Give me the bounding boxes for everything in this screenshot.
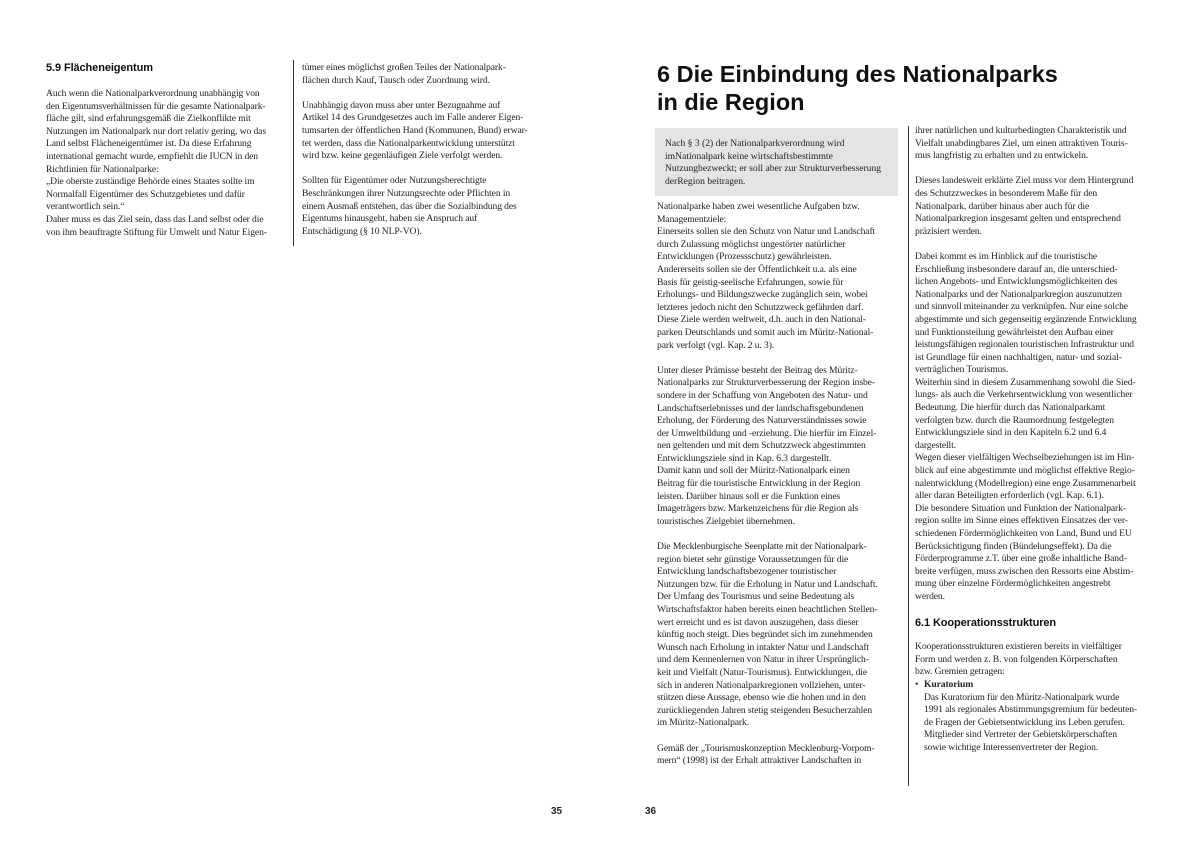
text-line: künftig noch steigt. Dies begründet sich im zunehmenden bbox=[657, 629, 873, 641]
paragraph bbox=[657, 541, 905, 730]
text-line: Diese Ziele werden weltweit, d.h. auch in den National- bbox=[657, 314, 866, 326]
text-line: Eigentums hinausgeht, haben sie Anspruch auf bbox=[302, 213, 478, 225]
text-line: flächen durch Kauf, Tausch oder Zuordnung wird. bbox=[302, 74, 490, 86]
text-line: Region beitragen. bbox=[677, 175, 746, 187]
text-line: Entwicklungsziele sind in Kap. 6.3 dargestellt. bbox=[657, 452, 832, 464]
text-line: region bietet sehr günstige Voraussetzungen für die bbox=[657, 553, 849, 565]
page-number-left: 35 bbox=[551, 806, 563, 817]
text-line: Basis für geistig-seelische Erfahrungen, sowie für bbox=[657, 276, 844, 288]
text-line: 1991 als regionales Abstimmungsgremium für bedeuten- bbox=[924, 704, 1138, 716]
column-divider bbox=[908, 126, 909, 786]
section-heading: 5.9 Flächeneigentum bbox=[46, 62, 153, 74]
text-line: de Fragen der Gebietsentwicklung ins Leben gerufen. bbox=[924, 716, 1125, 728]
text-line: Gemäß der „Tourismuskonzeption Mecklenburg-Vorpom- bbox=[657, 742, 875, 754]
text-line: Die Mecklenburgische Seenplatte mit der Nationalpark- bbox=[657, 541, 867, 553]
paragraph bbox=[302, 62, 550, 87]
text-line: Dabei kommt es im Hinblick auf die touristische bbox=[915, 250, 1098, 262]
text-line: lichen Angebots- und Entwicklungsmöglichkeiten des bbox=[915, 276, 1118, 288]
text-line: verantwortlich sein.“ bbox=[46, 201, 125, 213]
text-line: bezweckt; er soll aber zur Strukturverbesserung der bbox=[665, 163, 882, 187]
text-line: Damit kann und soll der Müritz-Nationalpark einen bbox=[657, 465, 850, 477]
text-line: schiedenen Fördermöglichkeiten von Land, Bund und EU bbox=[915, 528, 1132, 539]
text-line: Berücksichtigung finden (Bündelungseffekt). Da die bbox=[915, 540, 1112, 552]
text-line: der Umweltbildung und -erziehung. Die hierfür im Einzel- bbox=[657, 427, 877, 439]
text-line: Bedeutung. Die hierfür durch das Nationalparkamt bbox=[915, 402, 1106, 414]
text-line: Nationalparks und der Nationalparkregion auszunutzen bbox=[915, 288, 1122, 300]
text-line: und sinnvoll miteinander zu verknüpfen. Nur eine solche bbox=[915, 301, 1128, 313]
text-line: Wunsch nach Erholung in intakter Natur und Landschaft bbox=[657, 641, 869, 653]
chapter-title-line: 6 Die Einbindung des Nationalparks bbox=[657, 61, 1058, 87]
text-line: touristisches Zielgebiet übernehmen. bbox=[657, 515, 795, 527]
text-line: Daher muss es das Ziel sein, dass das Land selbst oder die bbox=[46, 213, 264, 225]
text-line: Die besondere Situation und Funktion der Nationalpark- bbox=[915, 502, 1126, 514]
text-line: Richtlinien für Nationalparke: bbox=[46, 163, 159, 175]
paragraph bbox=[657, 201, 905, 352]
text-line: Nationalparks zur Strukturverbesserung der Region insbe- bbox=[657, 377, 875, 389]
text-line: Nationalparkregion insgesamt gelten und entsprechend bbox=[915, 213, 1121, 225]
text-line: letzteres jedoch nicht den Schutzzweck gefährden darf. bbox=[657, 301, 864, 313]
text-line: nen geltenden und mit dem Schutzzweck abgestimmten bbox=[657, 440, 866, 452]
left-page-column-2 bbox=[302, 62, 550, 251]
text-line: verträglichen Tourismus. bbox=[915, 364, 1009, 376]
text-line: Wegen dieser vielfältigen Wechselbeziehungen ist im Hin- bbox=[915, 452, 1135, 464]
text-line: Beitrag für die touristische Entwicklung in der Region bbox=[657, 478, 861, 490]
text-line: leisten. Darüber hinaus soll er die Funktion eines bbox=[657, 490, 841, 502]
text-line: Unter dieser Prämisse besteht der Beitrag des Müritz- bbox=[657, 364, 858, 376]
text-line: Andererseits sollen sie der Öffentlichkeit u.a. als eine bbox=[657, 263, 857, 275]
text-line: Nutzungen im Nationalpark nur dort relativ gering, wo das bbox=[46, 125, 266, 137]
text-line: Der Umfang des Tourismus und seine Bedeutung als bbox=[657, 591, 855, 603]
text-line: nalentwicklung (Modellregion) eine enge Zusammenarbeit bbox=[915, 477, 1136, 489]
paragraph bbox=[915, 175, 1160, 238]
text-line: aller daran Beteiligten erforderlich (vgl. Kap. 6.1). bbox=[915, 490, 1104, 502]
text-line: dargestellt. bbox=[915, 439, 956, 451]
text-line: bzw. Gremien getragen: bbox=[915, 666, 1005, 678]
text-line: abgestimmte und sich gegenseitig ergänzende Entwicklung bbox=[915, 313, 1137, 325]
text-line: Auch wenn die Nationalparkverordnung unabhängig von bbox=[46, 88, 260, 99]
text-line: Artikel 14 des Grundgesetzes auch im Falle anderer Eigen- bbox=[302, 112, 524, 124]
text-line: „Die oberste zuständige Behörde eines Staates sollte im bbox=[46, 176, 255, 188]
text-line: Mitglieder sind Vertreter der Gebietskörperschaften bbox=[924, 729, 1117, 741]
text-line: parken Deutschlands und somit auch im Müritz-National- bbox=[657, 326, 874, 338]
paragraph bbox=[657, 743, 905, 768]
text-line: Imageträgers bzw. Markenzeichens für die Region als bbox=[657, 503, 859, 515]
text-line: Nationalpark keine wirtschaftsbestimmte Nutzung bbox=[665, 150, 833, 175]
text-line: Beschränkungen ihrer Nutzungsrechte oder Pflichten in bbox=[302, 187, 511, 199]
bullet-label: Kuratorium bbox=[924, 678, 974, 690]
text-line: Landschaftserlebnisses und der landschaftsgebundenen bbox=[657, 402, 864, 414]
chapter-title-line: in die Region bbox=[657, 89, 805, 115]
text-line: präzisiert werden. bbox=[915, 225, 982, 237]
text-line: sondere in der Schaffung von Angeboten des Natur- und bbox=[657, 389, 868, 401]
text-line: werden. bbox=[915, 590, 945, 602]
paragraph bbox=[657, 365, 905, 529]
paragraph bbox=[915, 125, 1160, 163]
text-line: mern“ (1998) ist der Erhalt attraktiver Landschaften in bbox=[657, 755, 862, 767]
text-line: sich in anderen Nationalparkregionen vollziehen, unter- bbox=[657, 679, 866, 691]
text-line: und dem Kennenlernen von Natur in ihrer Ursprünglich- bbox=[657, 654, 869, 666]
section-heading: 6.1 Kooperationsstrukturen bbox=[915, 617, 1057, 630]
text-line: Erholung, der Förderung des Naturverständnisses sowie bbox=[657, 415, 867, 427]
text-line: Erholungs- und Bildungszwecke zugänglich sein, wobei bbox=[657, 289, 868, 301]
paragraph bbox=[302, 100, 550, 163]
text-line: leistungsfähigen regionalen touristischen Infrastruktur und bbox=[915, 339, 1134, 351]
text-line: Weiterhin sind in diesem Zusammenhang sowohl die Sied- bbox=[915, 376, 1136, 388]
text-line: Entwicklungen (Prozessschutz) gewährleisten. bbox=[657, 251, 832, 263]
text-line: ist Grundlage für einen nachhaltigen, natur- und sozial- bbox=[915, 351, 1122, 363]
text-line: von ihm beauftragte Stiftung für Umwelt und Natur Eigen- bbox=[46, 226, 267, 238]
text-line: lungs- als auch die Verkehrsentwicklung von wesentlicher bbox=[915, 389, 1133, 401]
text-line: international gemacht wurde, empfiehlt die IUCN in den bbox=[46, 150, 258, 162]
page-number-right: 36 bbox=[645, 806, 657, 817]
text-line: blick auf eine abgestimmte und möglichst effektive Regio- bbox=[915, 465, 1135, 477]
text-line: einem Ausmaß entstehen, das über die Sozialbindung des bbox=[302, 200, 517, 212]
text-line: Wirtschaftsfaktor haben bereits einen beachtlichen Stellen- bbox=[657, 604, 878, 615]
text-line: Nutzungen bzw. für die Erholung in Natur und Landschaft. bbox=[657, 578, 878, 590]
text-line: Entwicklungsziele sind in den Kapiteln 6.2 und 6.4 bbox=[915, 427, 1107, 439]
text-line: durch Zulassung möglichst ungestörter natürlicher bbox=[657, 238, 846, 250]
text-line: park verfolgt (vgl. Kap. 2 u. 3). bbox=[657, 339, 775, 351]
paragraph bbox=[915, 641, 1160, 679]
text-line: Unabhängig davon muss aber unter Bezugnahme auf bbox=[302, 99, 501, 111]
right-page-column-1 bbox=[657, 201, 905, 780]
paragraph bbox=[915, 251, 1160, 604]
text-line: mung über einzelne Fördermöglichkeiten angestrebt bbox=[915, 578, 1111, 590]
text-line: Normalfall Eigentümer des Schutzgebietes und dafür bbox=[46, 188, 245, 200]
paragraph bbox=[302, 175, 550, 238]
text-line: wird bzw. keine gegenläufigen Ziele verfolgt werden. bbox=[302, 150, 503, 162]
text-line: Förderprogramme z.T. über eine große inhaltliche Band- bbox=[915, 553, 1127, 565]
text-line: tumsarten der öffentlichen Hand (Kommunen, Bund) erwar- bbox=[302, 124, 528, 136]
text-line: des Schutzzweckes in besonderem Maße für den bbox=[915, 187, 1098, 199]
bullet-item-kuratorium bbox=[915, 679, 1160, 755]
text-line: den Eigentumsverhältnissen für die gesamte Nationalpark- bbox=[46, 100, 266, 112]
text-line: Land selbst Flächeneigentümer ist. Da diese Erfahrung bbox=[46, 138, 252, 150]
text-line: Sollten für Eigentümer oder Nutzungsberechtigte bbox=[302, 175, 487, 187]
text-line: tümer eines möglichst großen Teiles der Nationalpark- bbox=[302, 62, 506, 73]
chapter-title bbox=[657, 60, 1058, 116]
text-line: Kooperationsstrukturen existieren bereits in vielfältiger bbox=[915, 641, 1122, 653]
left-page-column-1 bbox=[46, 61, 294, 252]
text-line: ihrer natürlichen und kulturbedingten Charakteristik und bbox=[915, 125, 1127, 136]
right-page-column-2 bbox=[915, 125, 1160, 755]
text-line: Managementziele: bbox=[657, 213, 727, 225]
text-line: Einerseits sollen sie den Schutz von Natur und Landschaft bbox=[657, 226, 876, 238]
highlight-box bbox=[655, 128, 898, 196]
text-line: Nationalpark, darüber hinaus aber auch für die bbox=[915, 200, 1090, 212]
text-line: Entwicklung landschaftsbezogener touristischer bbox=[657, 566, 837, 578]
text-line: breite verfügen, muss zwischen den Ressorts eine Abstim- bbox=[915, 565, 1134, 577]
text-line: stützen diese Aussage, ebenso wie die hohen und in den bbox=[657, 692, 866, 704]
text-line: Form und werden z. B. von folgenden Körperschaften bbox=[915, 653, 1118, 665]
text-line: tet werden, dass die Nationalparkentwicklung unterstützt bbox=[302, 137, 515, 149]
text-line: und Funktionsteilung gewährleistet den Aufbau einer bbox=[915, 326, 1114, 338]
text-line: Nationalparke haben zwei wesentliche Aufgaben bzw. bbox=[657, 201, 860, 212]
text-line: fläche gilt, sind erfahrungsgemäß die Zielkonflikte mit bbox=[46, 113, 251, 125]
text-line: Erschließung insbesondere darauf an, die unterschied- bbox=[915, 263, 1118, 275]
text-line: Entschädigung (§ 10 NLP-VO). bbox=[302, 225, 422, 237]
bullet-icon: • bbox=[915, 678, 919, 690]
text-line: keit und Vielfalt (Natur-Tourismus). Entwicklungen, die bbox=[657, 666, 868, 678]
text-line: zurückliegenden Jahren stetig steigenden Besucherzahlen bbox=[657, 704, 873, 716]
text-line: Dieses landesweit erklärte Ziel muss vor dem Hintergrund bbox=[915, 175, 1134, 187]
text-line: sowie wichtige Interessenvertreter der Region. bbox=[924, 741, 1099, 753]
column-divider bbox=[293, 60, 294, 246]
text-line: region sollte im Sinne eines effektiven Einsatzes der ver- bbox=[915, 515, 1128, 527]
paragraph bbox=[46, 88, 294, 239]
text-line: mus langfristig zu erhalten und zu entwickeln. bbox=[915, 150, 1089, 162]
text-line: Vielfalt unabdingbares Ziel, um einen attraktiven Touris- bbox=[915, 137, 1128, 149]
text-line: im Müritz-Nationalpark. bbox=[657, 717, 750, 729]
text-line: Nach § 3 (2) der Nationalparkverordnung wird im bbox=[665, 138, 845, 162]
text-line: Das Kuratorium für den Müritz-Nationalpark wurde bbox=[924, 691, 1120, 703]
text-line: verfolgten bzw. durch die Raumordnung festgelegten bbox=[915, 414, 1114, 426]
text-line: wert erreicht und es ist davon auszugehen, dass dieser bbox=[657, 616, 859, 628]
